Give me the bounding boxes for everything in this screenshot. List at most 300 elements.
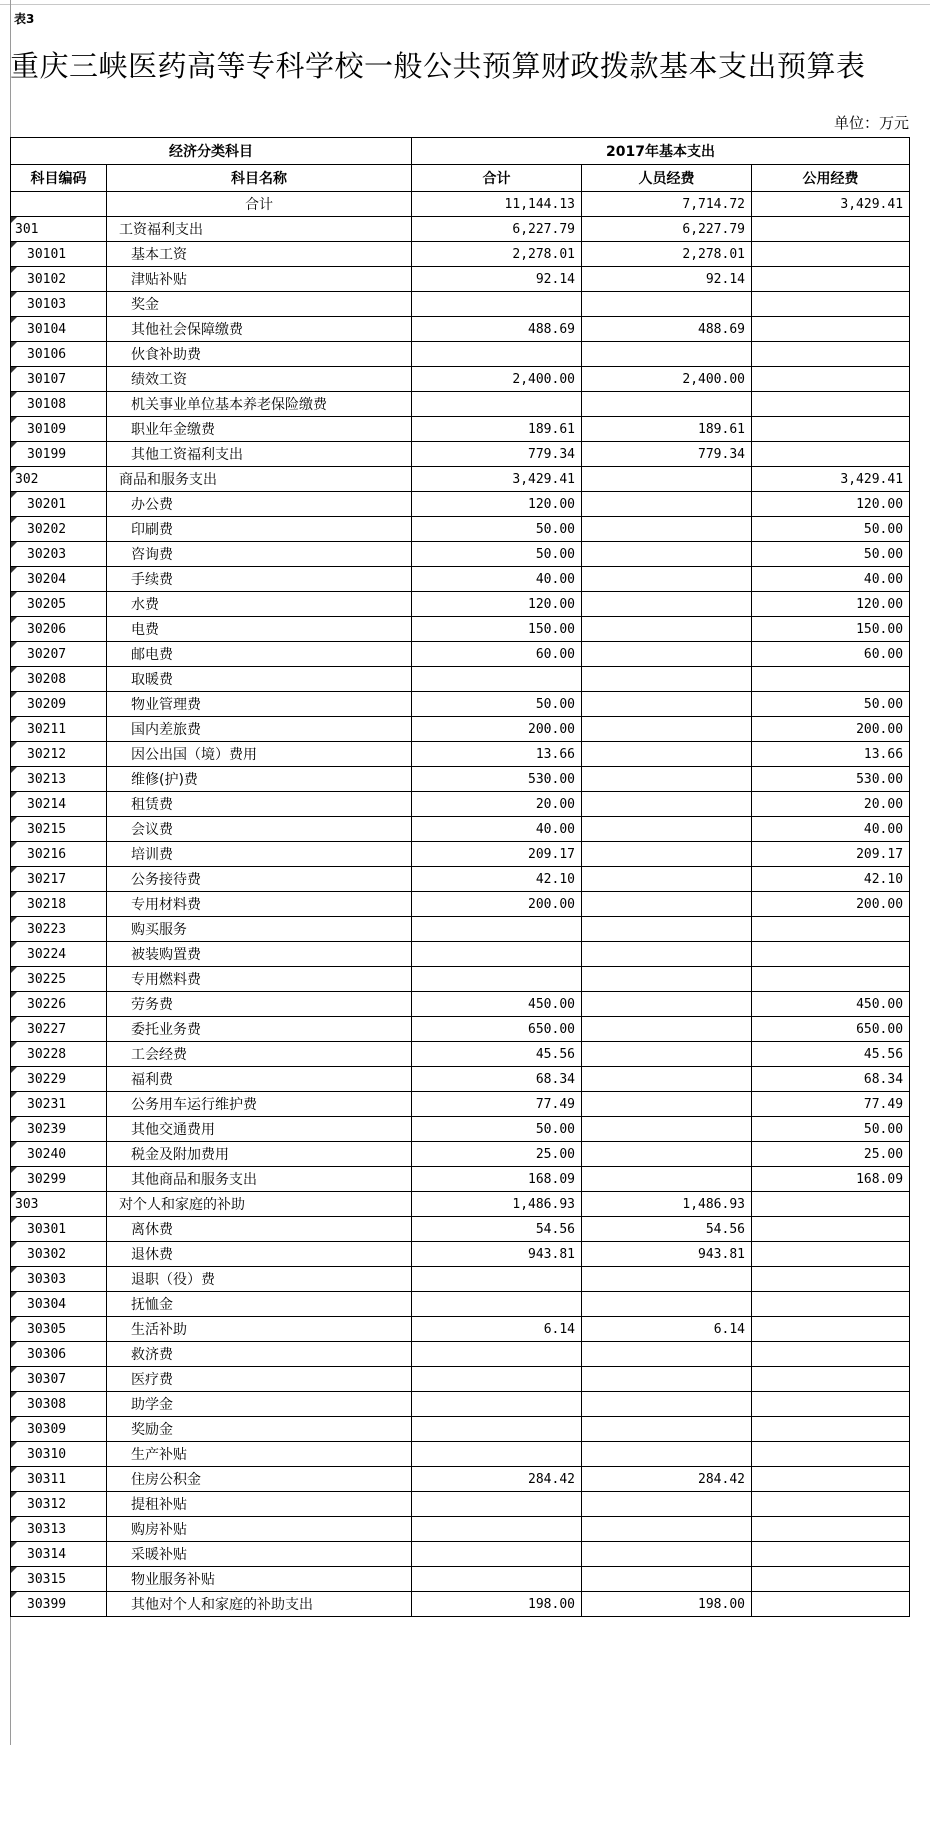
row-code: 30104: [11, 317, 107, 342]
row-total: [412, 1417, 582, 1442]
row-public: 3,429.41: [752, 467, 910, 492]
table-row: [11, 1317, 910, 1342]
table-row: [11, 892, 910, 917]
row-public: 168.09: [752, 1167, 910, 1192]
row-code: 30231: [11, 1092, 107, 1117]
unit-label: 单位：万元: [833, 114, 909, 132]
row-public: [752, 342, 910, 367]
row-public: [752, 1217, 910, 1242]
row-total: 284.42: [412, 1467, 582, 1492]
row-code: 301: [11, 217, 107, 242]
table-row: [11, 792, 910, 817]
row-total: 530.00: [412, 767, 582, 792]
row-personnel: [582, 1267, 752, 1292]
row-total: [412, 1392, 582, 1417]
row-total: 50.00: [412, 542, 582, 567]
table-row: [11, 617, 910, 642]
row-personnel: [582, 1017, 752, 1042]
row-name: 会议费: [107, 817, 412, 842]
table-row: [11, 1367, 910, 1392]
table-row: [11, 1467, 910, 1492]
table-row: [11, 817, 910, 842]
row-public: [752, 1192, 910, 1217]
total-public: 3,429.41: [752, 192, 910, 217]
table-row: [11, 667, 910, 692]
row-public: [752, 217, 910, 242]
total-row: [11, 192, 910, 217]
table-row: [11, 942, 910, 967]
row-personnel: [582, 917, 752, 942]
table-row: [11, 917, 910, 942]
row-personnel: [582, 1142, 752, 1167]
table-row: [11, 1092, 910, 1117]
row-public: [752, 1392, 910, 1417]
row-public: 25.00: [752, 1142, 910, 1167]
row-code: 30309: [11, 1417, 107, 1442]
row-code: 30305: [11, 1317, 107, 1342]
table-row: [11, 1292, 910, 1317]
row-total: 40.00: [412, 567, 582, 592]
table-row: [11, 567, 910, 592]
total-code-cell: [11, 192, 107, 217]
row-code: 30205: [11, 592, 107, 617]
row-code: 30303: [11, 1267, 107, 1292]
row-name: 物业服务补贴: [107, 1567, 412, 1592]
row-public: [752, 1492, 910, 1517]
row-personnel: 2,400.00: [582, 367, 752, 392]
row-public: 530.00: [752, 767, 910, 792]
row-total: 1,486.93: [412, 1192, 582, 1217]
row-personnel: 6,227.79: [582, 217, 752, 242]
row-public: 50.00: [752, 1117, 910, 1142]
row-code: 30108: [11, 392, 107, 417]
row-code: 30201: [11, 492, 107, 517]
row-name: 办公费: [107, 492, 412, 517]
row-total: 488.69: [412, 317, 582, 342]
table-row: [11, 1242, 910, 1267]
row-total: 150.00: [412, 617, 582, 642]
row-total: 189.61: [412, 417, 582, 442]
table-row: [11, 467, 910, 492]
row-name: 劳务费: [107, 992, 412, 1017]
row-personnel: [582, 842, 752, 867]
row-public: 40.00: [752, 567, 910, 592]
row-public: [752, 292, 910, 317]
row-code: 30399: [11, 1592, 107, 1617]
row-name: 税金及附加费用: [107, 1142, 412, 1167]
row-name: 购买服务: [107, 917, 412, 942]
row-code: 30311: [11, 1467, 107, 1492]
table-row: [11, 1267, 910, 1292]
row-name: 医疗费: [107, 1367, 412, 1392]
row-code: 30102: [11, 267, 107, 292]
row-total: 42.10: [412, 867, 582, 892]
row-total: 200.00: [412, 717, 582, 742]
row-public: [752, 267, 910, 292]
row-public: [752, 1417, 910, 1442]
row-public: 42.10: [752, 867, 910, 892]
row-code: 30212: [11, 742, 107, 767]
row-total: 200.00: [412, 892, 582, 917]
row-total: 54.56: [412, 1217, 582, 1242]
table-row: [11, 542, 910, 567]
row-personnel: [582, 392, 752, 417]
row-public: 209.17: [752, 842, 910, 867]
row-public: [752, 1592, 910, 1617]
table-row: [11, 1417, 910, 1442]
table-row: [11, 492, 910, 517]
table-row: [11, 1017, 910, 1042]
row-code: 30214: [11, 792, 107, 817]
row-public: [752, 1442, 910, 1467]
row-code: 30199: [11, 442, 107, 467]
row-total: 50.00: [412, 1117, 582, 1142]
row-personnel: [582, 667, 752, 692]
row-total: 60.00: [412, 642, 582, 667]
row-personnel: [582, 867, 752, 892]
row-name: 离休费: [107, 1217, 412, 1242]
row-total: [412, 1442, 582, 1467]
row-public: [752, 1292, 910, 1317]
row-total: 68.34: [412, 1067, 582, 1092]
row-name: 退职（役）费: [107, 1267, 412, 1292]
row-total: [412, 1267, 582, 1292]
table-row: [11, 1042, 910, 1067]
table-row: [11, 592, 910, 617]
table-row: [11, 1192, 910, 1217]
row-name: 租赁费: [107, 792, 412, 817]
row-code: 30314: [11, 1542, 107, 1567]
row-personnel: [582, 292, 752, 317]
row-personnel: [582, 492, 752, 517]
row-total: 50.00: [412, 517, 582, 542]
row-code: 30207: [11, 642, 107, 667]
row-total: [412, 1517, 582, 1542]
row-name: 机关事业单位基本养老保险缴费: [107, 392, 412, 417]
row-personnel: [582, 467, 752, 492]
row-code: 30312: [11, 1492, 107, 1517]
row-personnel: [582, 767, 752, 792]
header-row-columns: [11, 165, 910, 192]
row-name: 其他工资福利支出: [107, 442, 412, 467]
row-total: [412, 1367, 582, 1392]
row-code: 30218: [11, 892, 107, 917]
row-personnel: [582, 1567, 752, 1592]
row-public: 68.34: [752, 1067, 910, 1092]
row-personnel: [582, 817, 752, 842]
row-name: 退休费: [107, 1242, 412, 1267]
row-code: 30308: [11, 1392, 107, 1417]
header-basic-expenditure: 2017年基本支出: [412, 138, 910, 165]
row-personnel: 189.61: [582, 417, 752, 442]
row-total: [412, 967, 582, 992]
table-row: [11, 1117, 910, 1142]
row-personnel: [582, 792, 752, 817]
row-total: 50.00: [412, 692, 582, 717]
row-code: 30304: [11, 1292, 107, 1317]
header-public: 公用经费: [752, 165, 910, 192]
row-name: 奖励金: [107, 1417, 412, 1442]
row-public: [752, 1517, 910, 1542]
row-public: 450.00: [752, 992, 910, 1017]
row-code: 30208: [11, 667, 107, 692]
table-row: [11, 367, 910, 392]
row-total: 2,278.01: [412, 242, 582, 267]
row-name: 委托业务费: [107, 1017, 412, 1042]
row-personnel: [582, 692, 752, 717]
row-total: [412, 667, 582, 692]
table-row: [11, 1342, 910, 1367]
row-public: 200.00: [752, 892, 910, 917]
table-row: [11, 517, 910, 542]
table-row: [11, 242, 910, 267]
table-row: [11, 717, 910, 742]
row-total: 120.00: [412, 492, 582, 517]
table-row: [11, 967, 910, 992]
row-code: 30101: [11, 242, 107, 267]
table-row: [11, 1592, 910, 1617]
row-public: 150.00: [752, 617, 910, 642]
row-total: [412, 1292, 582, 1317]
header-row-group: [11, 138, 910, 165]
row-name: 取暖费: [107, 667, 412, 692]
table-row: [11, 1067, 910, 1092]
row-total: [412, 1542, 582, 1567]
row-public: 200.00: [752, 717, 910, 742]
row-public: [752, 967, 910, 992]
row-public: 77.49: [752, 1092, 910, 1117]
row-code: 30213: [11, 767, 107, 792]
row-personnel: [582, 1417, 752, 1442]
row-code: 30203: [11, 542, 107, 567]
row-public: [752, 1242, 910, 1267]
row-public: 20.00: [752, 792, 910, 817]
row-name: 咨询费: [107, 542, 412, 567]
row-total: [412, 917, 582, 942]
row-personnel: [582, 1067, 752, 1092]
row-total: 45.56: [412, 1042, 582, 1067]
row-total: 198.00: [412, 1592, 582, 1617]
row-public: [752, 1542, 910, 1567]
row-total: 13.66: [412, 742, 582, 767]
row-public: [752, 917, 910, 942]
row-name: 采暖补贴: [107, 1542, 412, 1567]
row-personnel: 92.14: [582, 267, 752, 292]
row-total: 40.00: [412, 817, 582, 842]
table-row: [11, 1567, 910, 1592]
row-code: 303: [11, 1192, 107, 1217]
row-name: 手续费: [107, 567, 412, 592]
row-name: 对个人和家庭的补助: [107, 1192, 412, 1217]
row-public: [752, 392, 910, 417]
row-total: 943.81: [412, 1242, 582, 1267]
row-public: 650.00: [752, 1017, 910, 1042]
row-name: 工会经费: [107, 1042, 412, 1067]
row-personnel: [582, 342, 752, 367]
row-name: 维修(护)费: [107, 767, 412, 792]
row-personnel: [582, 542, 752, 567]
table-row: [11, 317, 910, 342]
row-name: 公务接待费: [107, 867, 412, 892]
row-total: 92.14: [412, 267, 582, 292]
row-public: 50.00: [752, 517, 910, 542]
page-title: 重庆三峡医药高等专科学校一般公共预算财政拨款基本支出预算表: [10, 49, 866, 83]
row-code: 30215: [11, 817, 107, 842]
row-personnel: [582, 717, 752, 742]
total-amount: 11,144.13: [412, 192, 582, 217]
row-code: 30306: [11, 1342, 107, 1367]
row-code: 30209: [11, 692, 107, 717]
table-row: [11, 692, 910, 717]
row-name: 助学金: [107, 1392, 412, 1417]
row-public: 45.56: [752, 1042, 910, 1067]
table-row: [11, 1517, 910, 1542]
row-public: 40.00: [752, 817, 910, 842]
row-name: 其他交通费用: [107, 1117, 412, 1142]
row-total: [412, 1567, 582, 1592]
table-row: [11, 867, 910, 892]
row-name: 津贴补贴: [107, 267, 412, 292]
row-name: 其他对个人和家庭的补助支出: [107, 1592, 412, 1617]
table-row: [11, 642, 910, 667]
row-name: 专用燃料费: [107, 967, 412, 992]
table-row: [11, 292, 910, 317]
row-public: [752, 1467, 910, 1492]
row-personnel: [582, 517, 752, 542]
row-total: 450.00: [412, 992, 582, 1017]
row-total: [412, 292, 582, 317]
row-public: [752, 442, 910, 467]
row-code: 30206: [11, 617, 107, 642]
row-public: [752, 242, 910, 267]
row-personnel: [582, 1392, 752, 1417]
row-total: [412, 342, 582, 367]
row-code: 30204: [11, 567, 107, 592]
spreadsheet-header-strip: [0, 0, 930, 5]
row-personnel: 198.00: [582, 1592, 752, 1617]
row-personnel: 943.81: [582, 1242, 752, 1267]
row-public: 13.66: [752, 742, 910, 767]
row-name: 基本工资: [107, 242, 412, 267]
table-row: [11, 1442, 910, 1467]
row-name: 水费: [107, 592, 412, 617]
row-name: 被装购置费: [107, 942, 412, 967]
row-code: 30310: [11, 1442, 107, 1467]
row-code: 30315: [11, 1567, 107, 1592]
row-name: 生产补贴: [107, 1442, 412, 1467]
row-name: 公务用车运行维护费: [107, 1092, 412, 1117]
row-name: 其他社会保障缴费: [107, 317, 412, 342]
header-name: 科目名称: [107, 165, 412, 192]
row-personnel: [582, 1367, 752, 1392]
row-code: 30216: [11, 842, 107, 867]
row-total: 6.14: [412, 1317, 582, 1342]
row-total: 6,227.79: [412, 217, 582, 242]
header-code: 科目编码: [11, 165, 107, 192]
row-code: 30228: [11, 1042, 107, 1067]
row-public: [752, 942, 910, 967]
table-row: [11, 342, 910, 367]
row-personnel: [582, 1342, 752, 1367]
row-name: 其他商品和服务支出: [107, 1167, 412, 1192]
row-code: 30240: [11, 1142, 107, 1167]
row-name: 伙食补助费: [107, 342, 412, 367]
table-row: [11, 842, 910, 867]
row-code: 30225: [11, 967, 107, 992]
row-code: 30224: [11, 942, 107, 967]
total-personnel: 7,714.72: [582, 192, 752, 217]
row-personnel: [582, 992, 752, 1017]
row-code: 30106: [11, 342, 107, 367]
row-personnel: 2,278.01: [582, 242, 752, 267]
total-label: 合计: [107, 192, 412, 217]
row-code: 30301: [11, 1217, 107, 1242]
row-name: 因公出国（境）费用: [107, 742, 412, 767]
header-economic-category: 经济分类科目: [11, 138, 412, 165]
row-name: 工资福利支出: [107, 217, 412, 242]
row-total: 120.00: [412, 592, 582, 617]
table-tag: 表3: [14, 12, 35, 26]
row-name: 住房公积金: [107, 1467, 412, 1492]
row-code: 30226: [11, 992, 107, 1017]
row-code: 30223: [11, 917, 107, 942]
row-personnel: [582, 1442, 752, 1467]
row-total: 209.17: [412, 842, 582, 867]
row-name: 专用材料费: [107, 892, 412, 917]
table-row: [11, 992, 910, 1017]
row-total: [412, 392, 582, 417]
header-total: 合计: [412, 165, 582, 192]
row-name: 提租补贴: [107, 1492, 412, 1517]
table-row: [11, 392, 910, 417]
row-total: 3,429.41: [412, 467, 582, 492]
row-code: 30211: [11, 717, 107, 742]
row-name: 物业管理费: [107, 692, 412, 717]
row-code: 30107: [11, 367, 107, 392]
row-name: 印刷费: [107, 517, 412, 542]
row-personnel: [582, 1092, 752, 1117]
row-personnel: [582, 1117, 752, 1142]
row-code: 30313: [11, 1517, 107, 1542]
row-name: 生活补助: [107, 1317, 412, 1342]
row-personnel: 6.14: [582, 1317, 752, 1342]
row-code: 30103: [11, 292, 107, 317]
row-public: [752, 1342, 910, 1367]
row-name: 奖金: [107, 292, 412, 317]
table-row: [11, 1492, 910, 1517]
row-personnel: [582, 592, 752, 617]
row-public: 60.00: [752, 642, 910, 667]
row-name: 商品和服务支出: [107, 467, 412, 492]
row-personnel: 488.69: [582, 317, 752, 342]
row-public: [752, 317, 910, 342]
row-code: 302: [11, 467, 107, 492]
row-total: [412, 1492, 582, 1517]
row-name: 培训费: [107, 842, 412, 867]
row-code: 30109: [11, 417, 107, 442]
row-name: 抚恤金: [107, 1292, 412, 1317]
row-personnel: 779.34: [582, 442, 752, 467]
row-total: 779.34: [412, 442, 582, 467]
row-code: 30202: [11, 517, 107, 542]
row-total: 25.00: [412, 1142, 582, 1167]
row-code: 30217: [11, 867, 107, 892]
row-public: 120.00: [752, 592, 910, 617]
table-row: [11, 1142, 910, 1167]
row-personnel: [582, 1517, 752, 1542]
row-name: 职业年金缴费: [107, 417, 412, 442]
table-row: [11, 1167, 910, 1192]
